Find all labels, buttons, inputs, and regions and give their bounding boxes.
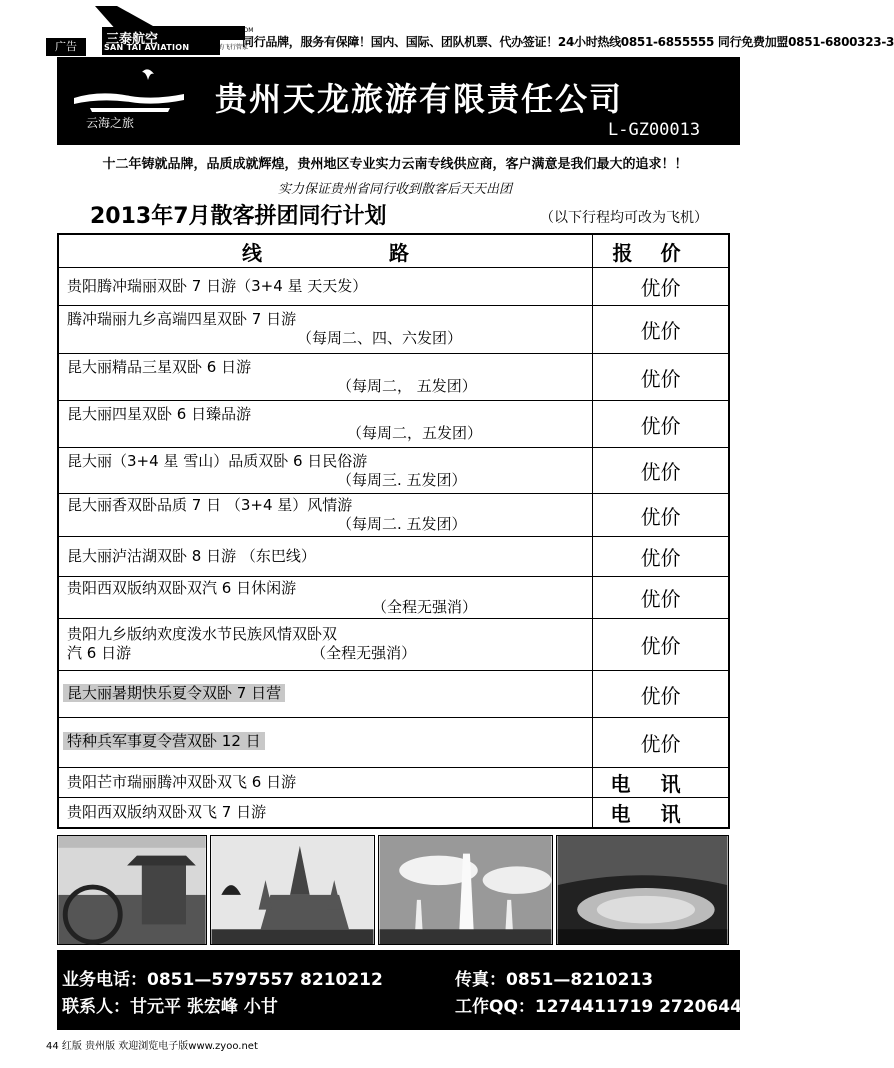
table-row <box>59 717 728 767</box>
price-cell: 优价 <box>640 460 681 484</box>
price-cell: 优价 <box>640 546 681 570</box>
airline-name-en: SAN TAI AVIATION <box>104 43 190 52</box>
route-name: 昆大丽精品三星双卧 6 日游 <box>67 358 252 376</box>
photo-hot-spring <box>556 835 729 945</box>
route-schedule: （每周三. 五发团） <box>337 471 467 489</box>
route-name: 贵阳西双版纳双卧双汽 6 日休闲游 <box>67 579 297 597</box>
business-phone: 业务电话：0851—5797557 8210212 <box>62 970 383 990</box>
table-header <box>59 235 728 267</box>
price-cell: 优价 <box>640 366 681 391</box>
route-cell <box>59 718 593 767</box>
company-name: 贵州天龙旅游有限责任公司 <box>215 80 624 118</box>
route-schedule: （全程无强消） <box>372 598 478 616</box>
route-name: 贵阳九乡版纳欢度泼水节民族风情双卧双 <box>67 625 338 643</box>
table-row <box>59 267 728 305</box>
route-name-part: 汽 6 日游 <box>67 644 132 662</box>
route-name: 昆大丽香双卧品质 7 日 （3+4 星）风情游 <box>67 496 353 514</box>
price-cell: 优价 <box>640 683 681 708</box>
route-cell <box>59 619 593 670</box>
route-schedule: （每周二. 五发团） <box>337 515 467 533</box>
route-schedule: （每周二，五发团） <box>347 424 483 442</box>
route-name: 特种兵军事夏令营双卧 12 日 <box>63 732 265 750</box>
price-cell: 电讯 <box>610 802 711 826</box>
table-row <box>59 353 728 400</box>
route-schedule: （每周二、四、六发团） <box>297 329 463 347</box>
ad-text: 同行品牌，服务有保障！国内、国际、团队机票、代办签证！24小时热线0851-6855555 同行免费加盟0851-6800323-3 <box>242 35 894 49</box>
logo-text: 云海之旅 <box>86 116 135 130</box>
price-cell: 优价 <box>640 732 681 756</box>
photo-three-pagodas <box>378 835 553 945</box>
price-cell: 优价 <box>640 587 681 611</box>
table-row <box>59 576 728 618</box>
table-row <box>59 767 728 797</box>
route-schedule: （每周二， 五发团） <box>337 377 477 395</box>
route-cell <box>59 768 593 797</box>
airline-website: WWW.SANTAIGY.COM <box>190 27 254 34</box>
route-cell <box>59 537 593 576</box>
ad-tag: 广告 <box>46 38 86 56</box>
route-name: 贵阳西双版纳双卧双飞 7 日游 <box>67 803 267 821</box>
route-cell <box>59 494 593 536</box>
sub-slogan: 实力保证贵州省同行收到散客后天天出团 <box>277 182 512 197</box>
price-cell: 优价 <box>640 634 681 658</box>
route-cell <box>59 306 593 353</box>
route-name: 贵阳腾冲瑞丽双卧 7 日游（3+4 星 天天发） <box>67 277 368 295</box>
slogan: 十二年铸就品牌，品质成就辉煌，贵州地区专业实力云南专线供应商，客户满意是我们最大的追求！！ <box>102 157 688 172</box>
table-row <box>59 618 728 670</box>
page-footer: 44 红版 贵州版 欢迎浏览电子版www.zyoo.net <box>46 1041 258 1052</box>
table-row <box>59 305 728 353</box>
table-row <box>59 797 728 827</box>
price-cell: 优价 <box>640 413 681 438</box>
table-row <box>59 536 728 576</box>
work-qq: 工作QQ：1274411719 272064462 <box>455 997 766 1017</box>
contact-persons: 联系人：甘元平 张宏峰 小甘 <box>62 997 278 1017</box>
route-table <box>57 233 730 829</box>
header-route: 线 路 <box>59 235 593 267</box>
airline-name-cn: 三泰航空 <box>106 32 159 47</box>
price-cell: 优价 <box>640 504 681 529</box>
route-name: 昆大丽四星双卧 6 日臻品游 <box>67 405 252 423</box>
photo-pagoda-temple <box>210 835 375 945</box>
route-cell <box>59 268 593 305</box>
route-cell <box>59 798 593 827</box>
route-cell <box>59 448 593 493</box>
photo-old-town-waterwheel <box>57 835 207 945</box>
price-cell: 电讯 <box>610 772 711 796</box>
route-name: 昆大丽（3+4 星 雪山）品质双卧 6 日民俗游 <box>67 452 368 470</box>
airline-slogan: 您身边的飞行管家 <box>200 44 249 51</box>
plan-title: 2013年7月散客拼团同行计划 <box>90 204 387 229</box>
table-row <box>59 447 728 493</box>
price-cell: 优价 <box>640 319 681 343</box>
route-cell <box>59 577 593 618</box>
contact-bar <box>57 950 766 1030</box>
route-name: 昆大丽暑期快乐夏令双卧 7 日营 <box>63 684 285 702</box>
route-cell <box>59 401 593 447</box>
plan-note: （以下行程均可改为飞机） <box>540 210 708 226</box>
route-name: 腾冲瑞丽九乡高端四星双卧 7 日游 <box>67 310 297 328</box>
price-cell: 优价 <box>640 276 681 300</box>
route-cell <box>59 671 593 717</box>
route-name: 贵阳芒市瑞丽腾冲双卧双飞 6 日游 <box>67 773 297 791</box>
route-name: 昆大丽泸沽湖双卧 8 日游 （东巴线） <box>67 547 316 565</box>
license-number: L-GZ00013 <box>608 120 701 140</box>
fax: 传真：0851—8210213 <box>455 970 654 990</box>
route-cell <box>59 354 593 400</box>
route-name-cont <box>67 644 592 663</box>
table-row <box>59 493 728 536</box>
route-schedule: （全程无强消） <box>311 644 417 662</box>
table-row <box>59 670 728 717</box>
table-row <box>59 400 728 447</box>
header-price: 报价 <box>612 240 709 265</box>
